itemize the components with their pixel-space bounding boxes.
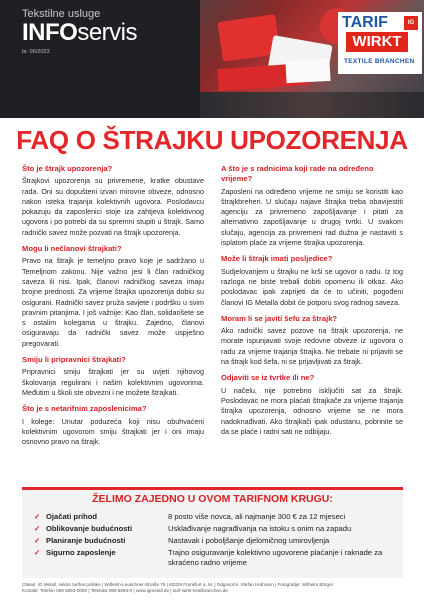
header-branding <box>22 8 212 55</box>
goal-value: Trajno osiguravanje kolektivno ugovorene plaćanje i raknade za skraćeno radno vrijeme <box>168 548 383 567</box>
goal-item <box>34 536 330 546</box>
goal-value: Nastavak i poboljšanje djelomičnog umirovljenja <box>168 536 330 545</box>
goals-box <box>22 487 403 578</box>
faq-question: Što je s netarifnim zaposlenicima? <box>22 404 147 414</box>
header-title-bold: INFO <box>22 19 78 46</box>
goal-item <box>34 512 346 522</box>
ig-metall-logo-icon: IG <box>404 16 418 30</box>
checkmark-icon: ✓ <box>34 512 41 521</box>
logo-line3: TEXTILE BRANCHEN <box>344 58 415 65</box>
faq-column-right <box>221 164 403 443</box>
logo-line2: WIRKT <box>346 32 408 52</box>
imprint-footer <box>22 582 403 594</box>
faq-question: Mogu li nečlanovi štrajkati? <box>22 244 122 254</box>
header-subtitle: Tekstilne usluge <box>22 8 101 20</box>
faq-question: Što je štrajk upozorenja? <box>22 164 113 173</box>
goal-label: Oblikovanje budućnosti <box>46 524 133 533</box>
faq-answer: I kolege: Unutar poduzeća koji nisu obuhvaćeni kolektivnim ugovorom smiju štrajkati jer i oni imaju osnovno pravo na štrajk. <box>22 416 204 447</box>
goal-label: Planiranje budućnosti <box>46 536 126 545</box>
issue-number: br. 06/2023 <box>22 49 50 55</box>
faq-question: Može li štrajk imati posljedice? <box>221 254 333 264</box>
imprint-line: Otisak: IG Metall, sektor tarifne politike | Wilhelm-Leuschner-Straße 79 | 60329 Frankfurt a. M. | Odgovorni: Stefan Hofmann | Fotografije: Wilhelm Börger <box>22 582 334 587</box>
faq-answer: Pripravnici smiju štrajkati jer su uvjeti njihovog školovanja regulirani i našim kolektivnim ugovorima. Međutim u školi ste obvezni i ne možete štrajkati. <box>22 367 204 397</box>
goal-label: Ojačati prihod <box>46 512 98 521</box>
faq-answer: Ako radnički savez pozove na štrajk upozorenja, ne morate ispunjavati svoje redovne obveze iz ugovora o radu za vrijeme trajanja štrajka. Ne trebate ni prijaviti se na štrajk kod šefa, ni se prijavljivati za štrajk. <box>221 326 403 367</box>
goal-value: Usklađivanje nagrađivanja na istoku s onim na zapadu <box>168 524 352 533</box>
faq-answer: U načelu, nije potrebno isključiti sat za štrajk. Poslodavac ne mora plaćati štrajkače za vrijeme trajanja štrajka upozorenja, odnosno vrijeme se ne mora nadoknađivati. Ako štrajkači ipak odustanu, pobrinite se da se plaće i radni sati ne odbijaju. <box>221 385 403 436</box>
contact-line: Kontakt: Telefon 069 6693-0000 | Telefaks 069 6693-0 | www.igmetall.de | tarif-wirkt-textilbranchen.de <box>22 588 228 593</box>
faq-answer: Zaposleni na određeno vrijeme ne smiju se koristiti kao štrajkbreheri. U slučaju najave štrajka treba obavijestiti agenciju za privremeno zapošljavanje i pitati za alternativno zapošljavanje u drugoj tvrtki. U svakom slučaju, agencija za privremeni rad dužna je nastaviti s isplatom plaće za vrijeme štrajka upozorenja. <box>221 186 403 248</box>
header <box>0 0 424 118</box>
logo-line1: TARIF <box>342 14 388 31</box>
goal-item <box>34 548 383 567</box>
faq-answer: Pravo na štrajk je temeljno pravo koje je sadržano u Temeljnom zakonu. Nije važno jesi li član radničkog saveza ili nisi. Ipak, članovi radničkog saveza imaju brojne prednosti. Za vrijeme štrajka upozorenja dobiu su osigurani. Radnički savez pruža savjete i podršku u svim pravnim pitanjima. I još važnije: Kao član, solidarišete se s ostalim kolegama u štrajku. Zajedno, članovi osiguravaju da radnički savez može uspješno pregovarati. <box>22 256 204 348</box>
goals-title: ŽELIMO ZAJEDNO U OVOM TARIFNOM KRUGU: <box>92 493 333 505</box>
faq-question: Moram li se javiti šefu za štrajk? <box>221 313 338 323</box>
faq-answer: Sudjelovanjem u štrajku ne krši se ugovor o radu. Iz tog razloga ne biste trebali dobiti opomenu ili otkaz. Ako poslodavac ipak zaprijeti da će to učiniti, pogođeni članovi IG Metalla dobit će potporu svog radnog saveza. <box>221 266 403 307</box>
faq-question: A što je s radnicima koji rade na određeno vrijeme? <box>221 164 374 184</box>
header-title-thin: servis <box>77 19 137 46</box>
header-title <box>22 20 212 46</box>
goal-value: 8 posto više novca, ali najmanje 300 € za 12 mjeseci <box>168 512 346 521</box>
checkmark-icon: ✓ <box>34 548 41 557</box>
checkmark-icon: ✓ <box>34 536 41 545</box>
faq-question: Odjaviti se iz tvrtke ili ne? <box>221 373 315 383</box>
goal-item <box>34 524 352 534</box>
page-title: FAQ O ŠTRAJKU UPOZORENJA <box>16 125 408 155</box>
tarif-wirkt-logo <box>338 12 422 74</box>
faq-question: Smiju li pripravnici štrajkati? <box>22 355 126 365</box>
faq-answer: Štrajkovi upozorenja su privremene, kratke obustave rada. Oni su dopušteni izvan mirovne obveze, odnosno nakon isteka trajanja kolektivnih ugovora. Poslodavcu pokazuju da zaposlenici stoje iza zahtjeva kolektivnog ugovora i po potrebi da su spremni stupiti u štrajk. Samo radnički savez može pozvati na štrajk upozorenja. <box>22 176 204 237</box>
checkmark-icon: ✓ <box>34 524 41 533</box>
faq-column-left <box>22 164 204 453</box>
goal-label: Sigurno zaposlenje <box>46 548 116 557</box>
